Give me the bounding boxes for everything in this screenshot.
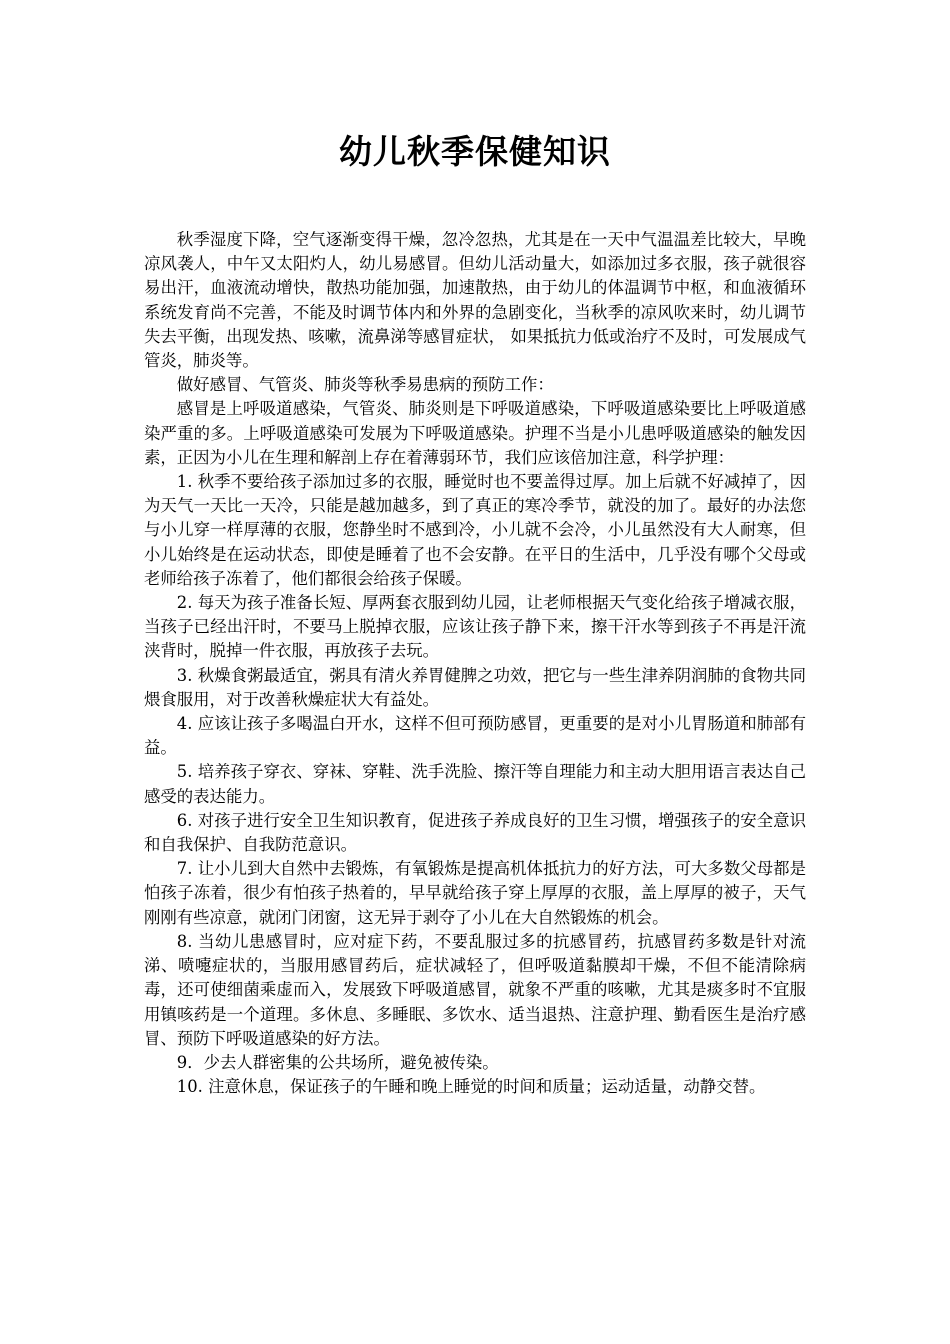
paragraph-item-10: 10. 注意休息，保证孩子的午睡和晚上睡觉的时间和质量；运动适量，动静交替。: [176, 1077, 766, 1097]
paragraph-item-6: 6. 对孩子进行安全卫生知识教育，促进孩子养成良好的卫生习惯，增强孩子的安全意识和自我保护、自我防范意识。: [144, 810, 806, 855]
document-title: 幼儿秋季保健知识: [339, 132, 611, 171]
document-body: [144, 228, 806, 1099]
paragraph-item-8: 8. 当幼儿患感冒时，应对症下药，不要乱服过多的抗感冒药，抗感冒药多数是针对流涕、喷嚏症状的，当服用感冒药后，症状减轻了，但呼吸道黏膜却干燥，不但不能清除病毒，还可使细菌乘虚而入，发展致下呼吸道感冒，就象不严重的咳嗽，尤其是痰多时不宜服用镇咳药是一个道理。多休息、多睡眠、多饮水、适当退热、注意护理、勤看医生是治疗感冒、预防下呼吸道感染的好方法。: [144, 931, 806, 1048]
paragraph-prevention-heading: 做好感冒、气管炎、肺炎等秋季易患病的预防工作：: [176, 375, 554, 395]
paragraph-item-1: 1. 秋季不要给孩子添加过多的衣服，睡觉时也不要盖得过厚。加上后就不好减掉了，因为天气一天比一天冷，只能是越加越多，到了真正的寒冷季节，就没的加了。最好的办法您与小儿穿一样厚薄的衣服，您静坐时不感到冷，小儿就不会冷，小儿虽然没有大人耐寒，但小儿始终是在运动状态，即使是睡着了也不会安静。在平日的生活中，几乎没有哪个父母或老师给孩子冻着了，他们都很会给孩子保暖。: [144, 472, 806, 588]
paragraph-item-9: 9．少去人群密集的公共场所，避免被传染。: [176, 1052, 499, 1072]
paragraph-item-5: 5. 培养孩子穿衣、穿袜、穿鞋、洗手洗脸、擦汗等自理能力和主动大胆用语言表达自己感受的表达能力。: [144, 762, 806, 806]
paragraph-item-3: 3. 秋燥食粥最适宜，粥具有清火养胃健脾之功效，把它与一些生津养阴润肺的食物共同煨食服用，对于改善秋燥症状大有益处。: [144, 665, 806, 709]
paragraph-intro: 秋季湿度下降，空气逐渐变得干燥，忽冷忽热，尤其是在一天中气温温差比较大，早晚凉风袭人，中午又太阳灼人，幼儿易感冒。但幼儿活动量大，如添加过多衣服，孩子就很容易出汗，血液流动增快，散热功能加强，加速散热，由于幼儿的体温调节中枢，和血液循环系统发育尚不完善，不能及时调节体内和外界的急剧变化，当秋季的凉风吹来时，幼儿调节失去平衡，出现发热、咳嗽，流鼻涕等感冒症状， 如果抵抗力低或治疗不及时，可发展成气管炎，肺炎等。: [144, 230, 806, 371]
paragraph-infection-explanation: 感冒是上呼吸道感染，气管炎、肺炎则是下呼吸道感染，下呼吸道感染要比上呼吸道感染严重的多。上呼吸道感染可发展为下呼吸道感染。护理不当是小儿患呼吸道感染的触发因素，正因为小儿在生理和解剖上存在着薄弱环节，我们应该倍加注意，科学护理：: [144, 399, 806, 467]
paragraph-item-4: 4. 应该让孩子多喝温白开水，这样不但可预防感冒，更重要的是对小儿胃肠道和肺部有益。: [144, 714, 806, 758]
paragraph-item-2: 2. 每天为孩子准备长短、厚两套衣服到幼儿园，让老师根据天气变化给孩子增减衣服，当孩子已经出汗时，不要马上脱掉衣服，应该让孩子静下来，擦干汗水等到孩子不再是汗流浃背时，脱掉一件衣服，再放孩子去玩。: [144, 593, 806, 661]
paragraph-item-7: 7. 让小儿到大自然中去锻炼，有氧锻炼是提高机体抵抗力的好方法，可大多数父母都是怕孩子冻着，很少有怕孩子热着的，早早就给孩子穿上厚厚的衣服，盖上厚厚的被子，天气刚刚有些凉意，就闭门闭窗，这无异于剥夺了小儿在大自然锻炼的机会。: [144, 859, 806, 927]
